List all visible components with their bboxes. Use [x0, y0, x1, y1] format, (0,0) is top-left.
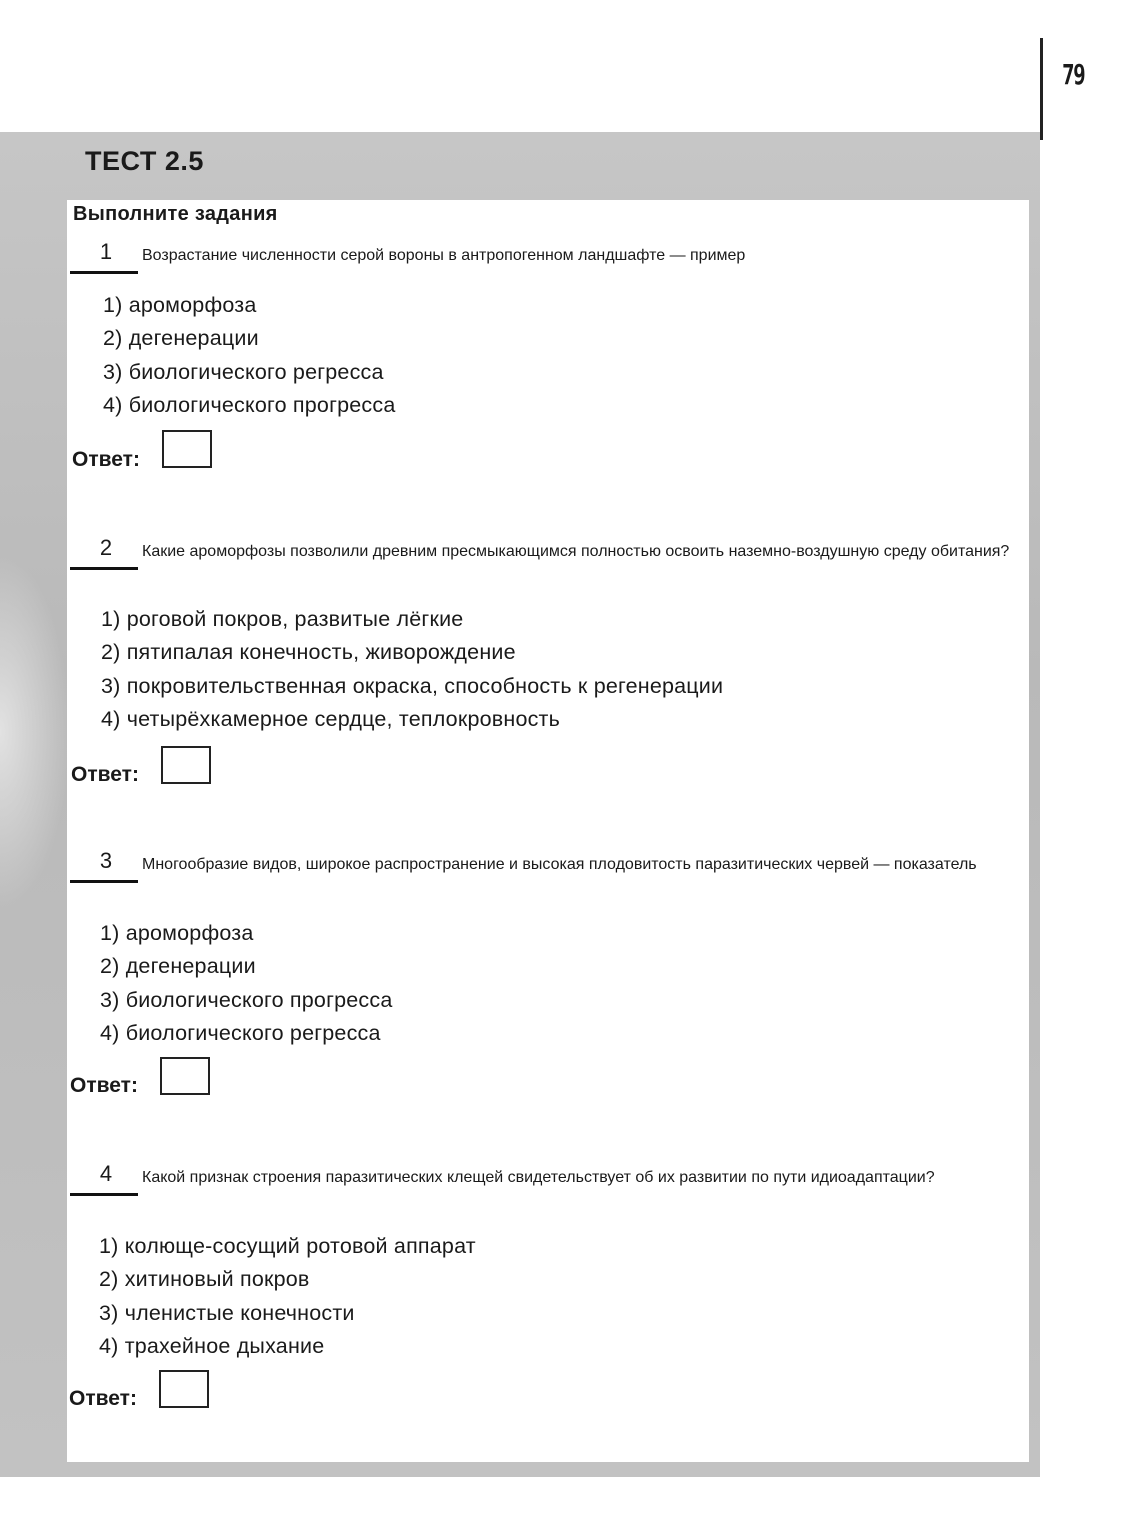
option-1: 1) колюще-сосущий ротовой аппарат — [99, 1234, 476, 1258]
task-number: 3 — [99, 848, 113, 873]
page-number: 79 — [1062, 58, 1085, 91]
options-list — [99, 1230, 476, 1363]
task-question: Возрастание численности серой вороны в антропогенном ландшафте — пример — [142, 247, 746, 264]
instructions-heading: Выполните задания — [73, 203, 278, 225]
option-1: 1) ароморфоза — [100, 921, 254, 945]
task-number-underline — [70, 1193, 138, 1196]
option-3: 3) покровительственная окраска, способность к регенерации — [101, 673, 724, 698]
task-question: Какой признак строения паразитических клещей свидетельствует об их развитии по пути идиоадаптации? — [142, 1169, 935, 1186]
option-3: 3) биологического прогресса — [100, 987, 393, 1012]
option-4: 4) биологического регресса — [100, 1020, 381, 1045]
answer-label: Ответ: — [72, 448, 140, 471]
option-4: 4) биологического прогресса — [103, 392, 396, 417]
margin-line — [1040, 38, 1043, 140]
option-3: 3) членистые конечности — [99, 1300, 355, 1325]
answer-box[interactable] — [162, 430, 212, 468]
option-3: 3) биологического регресса — [103, 359, 384, 384]
option-1: 1) ароморфоза — [103, 293, 257, 317]
option-2: 2) дегенерации — [103, 326, 259, 351]
options-list — [100, 917, 392, 1050]
option-2: 2) хитиновый покров — [99, 1267, 310, 1292]
task-number-underline — [70, 880, 138, 883]
option-4: 4) четырёхкамерное сердце, теплокровность — [101, 706, 561, 731]
answer-label: Ответ: — [69, 1387, 137, 1410]
task-question: Многообразие видов, широкое распространение и высокая плодовитость паразитических червей — показатель — [142, 856, 977, 873]
option-1: 1) роговой покров, развитые лёгкие — [101, 607, 464, 631]
task-number: 2 — [99, 535, 113, 560]
option-2: 2) дегенерации — [100, 954, 256, 979]
options-list — [103, 289, 395, 422]
option-2: 2) пятипалая конечность, живорождение — [101, 640, 516, 665]
answer-box[interactable] — [159, 1370, 209, 1408]
task-question: Какие ароморфозы позволили древним пресмыкающимся полностью освоить наземно-воздушную среду обитания? — [142, 543, 1010, 560]
task-number: 4 — [99, 1161, 113, 1186]
answer-box[interactable] — [160, 1057, 210, 1095]
options-list — [101, 603, 723, 736]
answer-label: Ответ: — [71, 763, 139, 786]
task-number-underline — [70, 271, 138, 274]
task-number: 1 — [99, 239, 113, 264]
option-4: 4) трахейное дыхание — [99, 1333, 325, 1358]
test-title: ТЕСТ 2.5 — [85, 146, 204, 176]
answer-box[interactable] — [161, 746, 211, 784]
task-number-underline — [70, 567, 138, 570]
answer-label: Ответ: — [70, 1074, 138, 1097]
